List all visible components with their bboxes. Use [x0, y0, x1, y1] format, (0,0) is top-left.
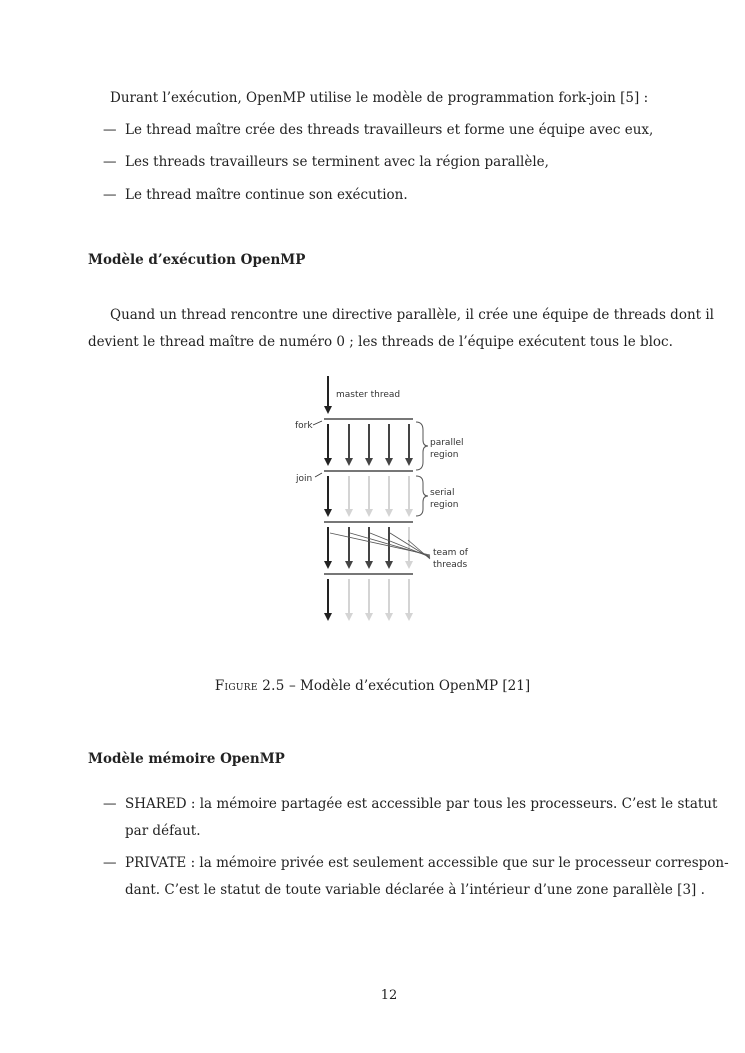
- figure-caption: [0, 677, 745, 695]
- bullet-dash: —: [103, 796, 117, 812]
- label-join: join: [296, 474, 313, 484]
- page-number: 12: [380, 988, 398, 1003]
- label-master-thread: master thread: [336, 390, 401, 400]
- section1-para-line1: Quand un thread rencontre une directive parallèle, il crée une équipe de threads dont il: [110, 307, 714, 323]
- label-team-of: team of: [433, 548, 468, 558]
- bullet-dash: —: [103, 187, 117, 203]
- figure-caption-label: Figure 2.5: [214, 678, 285, 694]
- label-region-parallel: region: [430, 450, 459, 460]
- intro-bullet-3: Le thread maître continue son exécution.: [125, 187, 408, 203]
- intro-bullet-1: Le thread maître crée des threads travailleurs et forme une équipe avec eux,: [125, 122, 654, 138]
- label-parallel: parallel: [430, 438, 464, 448]
- bullet-dash: —: [103, 855, 117, 871]
- memory-bullet-shared-line2: par défaut.: [125, 823, 201, 839]
- bullet-dash: —: [103, 122, 117, 138]
- fork-join-diagram: [280, 370, 480, 630]
- section-heading-memory: Modèle mémoire OpenMP: [88, 751, 285, 767]
- section1-para-line2: devient le thread maître de numéro 0 ; les threads de l’équipe exécutent tous le bloc.: [88, 334, 673, 350]
- memory-bullet-shared-line1: SHARED : la mémoire partagée est accessible par tous les processeurs. C’est le statut: [125, 796, 718, 812]
- fork-pointer: [313, 421, 322, 425]
- bullet-dash: —: [103, 154, 117, 170]
- serial-brace: [416, 476, 428, 516]
- section-heading-execution: Modèle d’exécution OpenMP: [88, 252, 306, 268]
- join-pointer: [315, 473, 322, 477]
- label-region-serial: region: [430, 500, 459, 510]
- memory-bullet-private-line1: PRIVATE : la mémoire privée est seulement accessible que sur le processeur correspon-: [125, 855, 729, 871]
- intro-bullet-2: Les threads travailleurs se terminent avec la région parallèle,: [125, 154, 549, 170]
- label-serial: serial: [430, 488, 455, 498]
- label-threads: threads: [433, 560, 468, 570]
- parallel-brace: [416, 422, 428, 470]
- memory-bullet-private-line2: dant. C’est le statut de toute variable déclarée à l’intérieur d’une zone parallèle [3] .: [125, 882, 705, 898]
- team-pointer: [370, 533, 430, 557]
- intro-text: Durant l’exécution, OpenMP utilise le modèle de programmation fork-join [5] :: [110, 90, 649, 106]
- figure-caption-text: – Modèle d’exécution OpenMP [21]: [284, 678, 531, 694]
- label-fork: fork: [295, 421, 313, 431]
